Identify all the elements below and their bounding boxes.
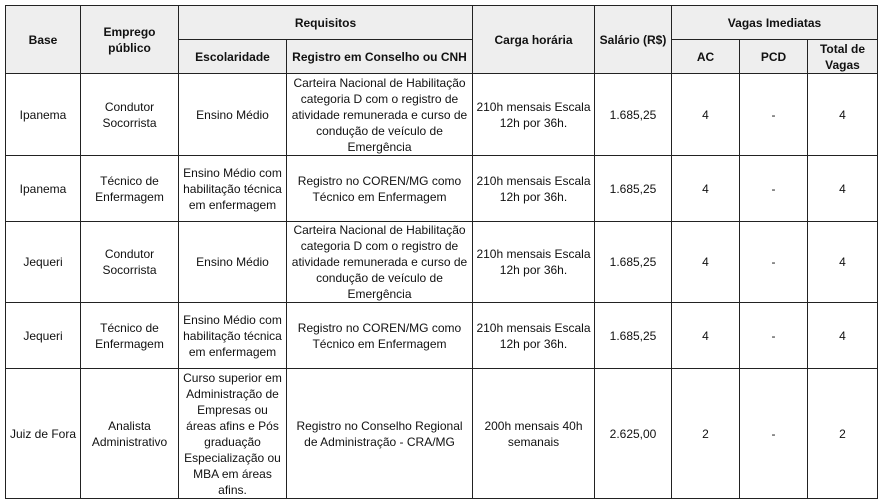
header-total: Total de Vagas (808, 40, 878, 74)
cell-base: Jequeri (6, 303, 81, 369)
cell-escolaridade: Curso superior em Administração de Empresas ou áreas afins e Pós graduação Especialização ou MBA em áreas afins. (179, 369, 287, 499)
header-requisitos: Requisitos (179, 6, 473, 40)
cell-total: 4 (808, 303, 878, 369)
cell-total: 4 (808, 222, 878, 303)
cell-pcd: - (740, 156, 808, 222)
cell-ac: 4 (672, 222, 740, 303)
table-row (6, 222, 878, 303)
cell-base: Juiz de Fora (6, 369, 81, 499)
cell-carga: 200h mensais 40h semanais (473, 369, 595, 499)
header-registro: Registro em Conselho ou CNH (287, 40, 473, 74)
cell-registro: Carteira Nacional de Habilitação categoria D com o registro de atividade remunerada e curso de condução de veículo de Emergência (287, 222, 473, 303)
cell-salario: 1.685,25 (595, 303, 672, 369)
cell-salario: 1.685,25 (595, 156, 672, 222)
header-carga: Carga horária (473, 6, 595, 74)
cell-pcd: - (740, 369, 808, 499)
cell-total: 2 (808, 369, 878, 499)
cell-base: Ipanema (6, 74, 81, 156)
table-row (6, 156, 878, 222)
header-ac: AC (672, 40, 740, 74)
table-row (6, 74, 878, 156)
cell-salario: 1.685,25 (595, 74, 672, 156)
cell-escolaridade: Ensino Médio com habilitação técnica em enfermagem (179, 303, 287, 369)
cell-escolaridade: Ensino Médio (179, 74, 287, 156)
cell-emprego: Condutor Socorrista (81, 222, 179, 303)
cell-registro: Registro no COREN/MG como Técnico em Enfermagem (287, 156, 473, 222)
cell-carga: 210h mensais Escala 12h por 36h. (473, 156, 595, 222)
cell-registro: Carteira Nacional de Habilitação categoria D com o registro de atividade remunerada e curso de condução de veículo de Emergência (287, 74, 473, 156)
header-pcd: PCD (740, 40, 808, 74)
cell-salario: 2.625,00 (595, 369, 672, 499)
cell-emprego: Técnico de Enfermagem (81, 156, 179, 222)
header-emprego: Emprego público (81, 6, 179, 74)
cell-ac: 4 (672, 156, 740, 222)
cell-carga: 210h mensais Escala 12h por 36h. (473, 74, 595, 156)
cell-base: Jequeri (6, 222, 81, 303)
table-row (6, 369, 878, 499)
cell-pcd: - (740, 74, 808, 156)
cell-base: Ipanema (6, 156, 81, 222)
header-vagas: Vagas Imediatas (672, 6, 878, 40)
cell-pcd: - (740, 303, 808, 369)
cell-pcd: - (740, 222, 808, 303)
cell-escolaridade: Ensino Médio (179, 222, 287, 303)
table-row (6, 303, 878, 369)
cell-registro: Registro no COREN/MG como Técnico em Enfermagem (287, 303, 473, 369)
cell-carga: 210h mensais Escala 12h por 36h. (473, 222, 595, 303)
cell-registro: Registro no Conselho Regional de Administração - CRA/MG (287, 369, 473, 499)
cell-emprego: Condutor Socorrista (81, 74, 179, 156)
cell-salario: 1.685,25 (595, 222, 672, 303)
cell-ac: 2 (672, 369, 740, 499)
cell-emprego: Analista Administrativo (81, 369, 179, 499)
cell-total: 4 (808, 74, 878, 156)
header-escolaridade: Escolaridade (179, 40, 287, 74)
vacancies-table (5, 5, 878, 499)
cell-carga: 210h mensais Escala 12h por 36h. (473, 303, 595, 369)
header-base: Base (6, 6, 81, 74)
cell-emprego: Técnico de Enfermagem (81, 303, 179, 369)
cell-ac: 4 (672, 74, 740, 156)
cell-escolaridade: Ensino Médio com habilitação técnica em enfermagem (179, 156, 287, 222)
cell-total: 4 (808, 156, 878, 222)
header-salario: Salário (R$) (595, 6, 672, 74)
cell-ac: 4 (672, 303, 740, 369)
